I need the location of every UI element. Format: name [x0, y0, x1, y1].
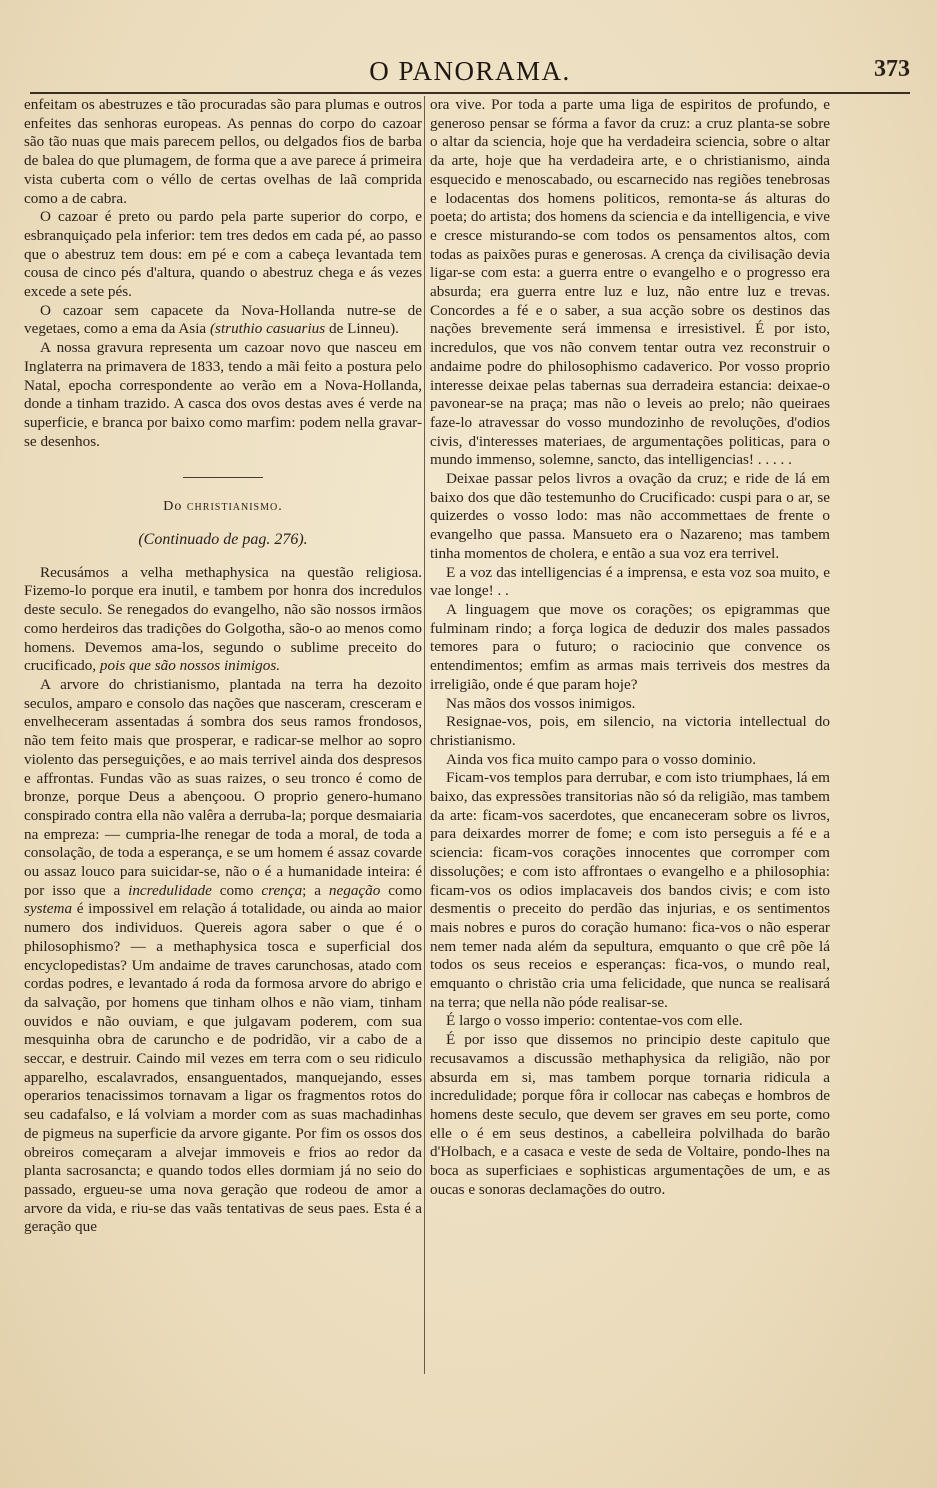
page-number: 373 [874, 56, 910, 82]
right-column [430, 96, 830, 1199]
italic-term: incredulidade [128, 881, 212, 899]
paragraph [24, 676, 422, 1237]
header-rule [30, 92, 910, 94]
paragraph: É por isso que dissemos no principio deste capitulo que recusavamos a discussão methaphysica da religião, não por absurda em si, mas tambem porque tornaria ridicula a incredulidade; porque fôra ir collocar nas cabeças e hombros de homens deste seculo, que devem ser graves em seu porte, como elle o é em seus destinos, a cabelleira polvilhada do barão d'Holbach, e a casaca e veste de seda de Voltaire, pondo-lhes na boca as superficiaes e sophisticas argumentações de um, e as oucas e sonoras declamações do outro. [430, 1031, 830, 1198]
text-run: ; a [302, 881, 329, 899]
paragraph: Deixae passar pelos livros a ovação da cruz; e ride de lá em baixo dos que dão testemunho do Crucificado: cuspi para o ar, se quizerdes o vosso lodo: mas não accommettaes de frente o evangelho que passa. Mansueto era o Nazareno; mas tambem tinha momentos de cholera, e então a sua voz era terrivel. [430, 470, 830, 562]
latin-name: (struthio casuarius [209, 320, 326, 338]
italic-term: crença [261, 881, 303, 899]
paragraph: Ficam-vos templos para derrubar, e com isto triumphaes, lá em baixo, das expressões transitorias não só da religião, mas tambem da arte: ficam-vos sacerdotes, que encaneceram sobre os livros, para deixardes morrer de fome; e com isto perseguis a fé e a sciencia: ficam-vos corações innocentes que corromper com dissoluções; e com isto affrontaes o evangelho e a philosophia: ficam-vos os odios implacaveis dos bandos civis; e com isto desmentis o preceito do perdão das injurias, e os sentimentos mais nobres e puros do coração humano: fica-vos o não esperar nem temer nada além da sepultura, emquanto o que crê põe lá todos os seus receios e esperanças: fica-vos, o mundo real, emquanto o christão cria uma felicidade, que nunca se realisará na terra; que nella não póde realisar-se. [430, 769, 830, 1011]
italic-term: negação [328, 881, 381, 899]
paragraph: enfeitam os abestruzes e tão procuradas são para plumas e outros enfeites das senhoras europeas. As pennas do corpo do cazoar são tão nuas que mais parecem pellos, ou delgados fios de barba de balea do que plumagem, de forma que a ave parece á primeira vista cuberta com o véllo de certas ovelhas de laã comprida como a de cabra. [24, 96, 422, 207]
text-run: de Linneu). [325, 320, 399, 338]
text-run: O cazoar sem capacete da Nova-Hollanda nutre-se de vegetaes, como a ema da Asia [24, 301, 422, 338]
paragraph [24, 302, 422, 339]
section-separator [183, 477, 263, 478]
paragraph: O cazoar é preto ou pardo pela parte superior do corpo, e esbranquiçado pela inferior: tem tres dedos em cada pé, ao passo que o abestruz tem dous: em pé e com a cabeça levantada tem cousa de cinco pés d'altura, quando o abestruz chega e ás vezes excede a sete pés. [24, 208, 422, 301]
continuation-note: (Continuado de pag. 276). [138, 531, 308, 549]
paragraph: A nossa gravura representa um cazoar novo que nasceu em Inglaterra na primavera de 1833, tendo a mãi feito a postura pelo Natal, epocha correspondente ao verão em a Nova-Hollanda, donde a tinham trazido. A casca dos ovos destas aves é verde na superficie, e branca por baixo como marfim: podem nella gravar-se desenhos. [24, 339, 422, 450]
heading-main: christianismo. [186, 499, 283, 515]
left-column [24, 96, 422, 1237]
text-run: como [380, 881, 422, 899]
paragraph: Nas mãos dos vossos inimigos. [446, 694, 636, 712]
paragraph: A linguagem que move os corações; os epigrammas que fulminam rindo; a força logica de deduzir dos males passados temores para o futuro; o raciocinio que convence os entendimentos; emfim as armas mais terriveis dos mestres da irreligião, onde é que param hoje? [430, 600, 830, 693]
paragraph: É largo o vosso imperio: contentae-vos com elle. [446, 1012, 743, 1030]
text-run: Recusámos a velha methaphysica na questão religiosa. Fizemo-lo porque era inutil, e tambem por honra dos incredulos deste seculo. Se renegados do evangelho, não são nossos irmãos como herdeiros das tradições do Golgotha, são-o ao menos como homens. Devemos ama-los, segundo o sublime preceito do crucificado, [24, 563, 422, 675]
section-heading [24, 498, 422, 517]
italic-quote: pois que são nossos inimigos. [99, 657, 281, 675]
text-run: A arvore do christianismo, plantada na terra ha dezoito seculos, amparo e consolo das nações que nasceram, cresceram e envelheceram assentadas á sombra dos seus ramos frondosos, não tem feito mais que prosperar, e radicar-se melhor ao sopro violento das perseguições, e ao mais terrivel ainda dos despresos e affrontas. Fundas vão as suas raizes, o seu tronco é como de bronze, porque Deus a abençoou. O proprio genero-humano conspirado contra ella não valêra a derruba-la; porque desmaiaria na empreza: — cumpria-lhe renegar de toda a moral, de toda a consolação, de toda a esperança, e se um homem é assaz covarde ou assaz louco para suicidar-se, não o é a humanidade inteira: é por isso que a [24, 675, 422, 899]
column-divider [424, 96, 425, 1374]
paragraph [24, 564, 422, 676]
heading-prefix: Do [163, 499, 187, 515]
text-run: é impossivel em relação á totalidade, ou ainda ao maior numero dos individuos. Quereis agora saber o que é o philosophismo? — a methaphysica tosca e superficial dos encyclopedistas? Um andaime de traves carunchosas, atado com cordas podres, e levantado á roda da formosa arvore do abrigo e da salvação, por homens que tinham olhos e não viam, tinham ouvidos e não ouviam, e que julgavam poderem, com sua mesquinha obra de caruncho e de podridão, vir a cabo de a seccar, e destruir. Caindo mil vezes em terra com o seu ridiculo apparelho, escalavrados, ensanguentados, manquejando, esses operarios tenacissimos tornavam a ligar os fragmentos rotos do seu cadafalso, e lá volviam a morder com as suas machadinhas de pigmeus na superficie da arvore gigante. Por fim os ossos dos obreiros começaram a alvejar immoveis e frios ao redor da planta sacrosancta; e quando todos elles dormiam já no seio do passado, ergueu-se uma nova geração que rodeou de amor a arvore da vida, e riu-se das vaãs tentativas de seus paes. Esta é a geração que [24, 900, 422, 1236]
paragraph: ora vive. Por toda a parte uma liga de espiritos de profundo, e generoso pensar se fórma a favor da cruz: a cruz planta-se sobre o altar da sciencia, hoje que ha verdadeira sciencia, sobre o altar da arte, hoje que ha verdadeira arte, e o christianismo, ainda esquecido e menoscabado, ou escarnecido nas regiões tenebrosas e lodacentas dos homens politicos, remonta-se ás alturas do poeta; do artista; dos homens da sciencia e da intelligencia, e vive e cresce misturando-se com todos os pensamentos altos, com todas as paixões puras e generosas. A crença da civilisação devia ligar-se com esta: a guerra entre o evangelho e o progresso era absurda; era guerra entre luz e luz, não entre luz e trevas. Concordes a fé e o saber, a sua acção sobre os destinos das nações brevemente será immensa e irresistivel. É por isto, incredulos, que vos não convem tentar outra vez reconstruir o andaime podre do philosophismo cadaverico. Por vosso proprio interesse deixae pelas tabernas sua derradeira estancia: deixae-o pavonear-se na praça; mas não o leveis ao prelo; não queiraes faze-lo atravessar do vosso mundozinho de revoluções, d'odios civis, d'interesses materiaes, de argumentações politicas, para o mundo immenso, solemne, sancto, das intelligencias! . . . . . [430, 96, 830, 469]
italic-term: systema [24, 900, 73, 918]
paragraph: E a voz das intelligencias é a imprensa, e esta voz soa muito, e vae longe! . . [430, 563, 830, 600]
text-run: como [211, 881, 262, 899]
paragraph: Ainda vos fica muito campo para o vosso dominio. [446, 750, 757, 768]
paragraph: Resignae-vos, pois, em silencio, na victoria intellectual do christianismo. [430, 713, 830, 749]
publication-title: O PANORAMA. [369, 56, 571, 86]
masthead [30, 56, 910, 90]
